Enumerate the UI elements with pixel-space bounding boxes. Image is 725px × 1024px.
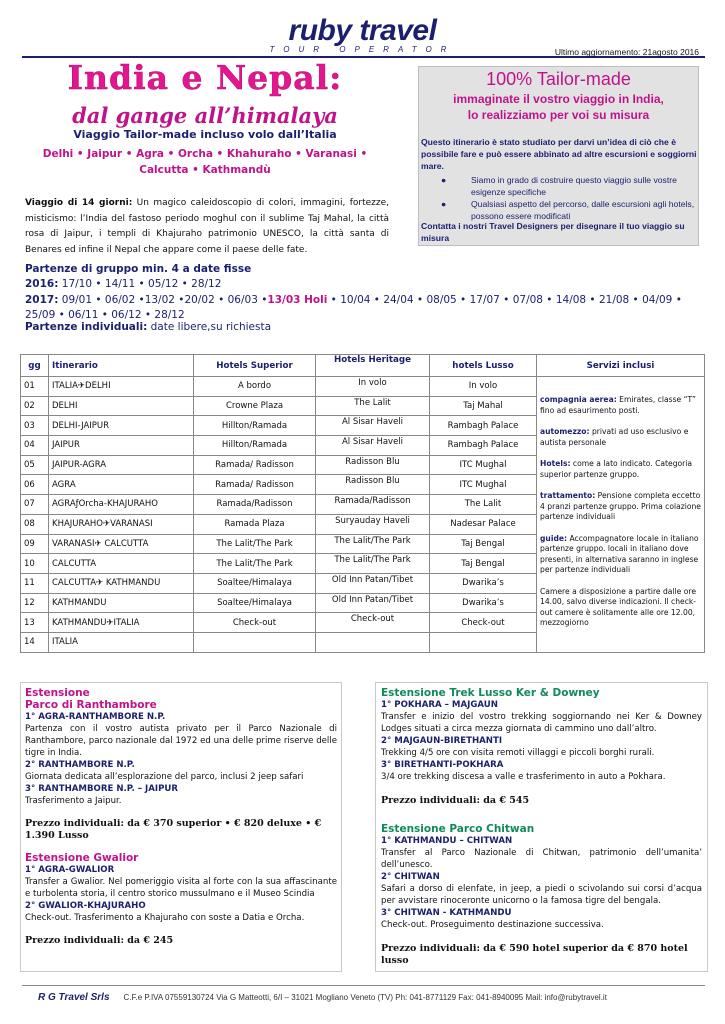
hotel-lusso-cell: In volo (430, 377, 537, 397)
ext-day-text: Check-out. Proseguimento destinazione successiva. (381, 920, 604, 930)
itinerary-cell: KHAJURAHO✈VARANASI (49, 514, 194, 534)
footer-company: R G Travel Srls (38, 992, 110, 1003)
hotel-heritage-cell: Old Inn Patan/Tibet (316, 593, 430, 613)
table-row (21, 377, 705, 397)
hotel-lusso-cell: Dwarika’s (430, 573, 537, 593)
hotel-superior-cell: The Lalit/The Park (194, 554, 316, 574)
ext-price: Prezzo individuali: da € 245 (25, 935, 174, 946)
dates-2016: 17/10 • 14/11 • 05/12 • 28/12 (58, 278, 222, 290)
hotel-superior-cell: The Lalit/The Park (194, 534, 316, 554)
holi-date: 13/03 Holi (267, 294, 328, 306)
hotel-heritage-cell: In volo (316, 377, 430, 397)
hotel-heritage-cell: The Lalit/The Park (316, 534, 430, 554)
ext-heading: Estensione Gwalior (25, 852, 139, 864)
itinerary-cell: KATHMANDU✈ITALIA (49, 613, 194, 633)
logo-brand-name: ruby travel (288, 14, 437, 47)
service-text: Accompagnatore locale in italiano partenze gruppo. locali in italiano dove presenti, in alternativa saranno in inglese per partenze individuali (540, 533, 699, 574)
service-label: automezzo: (540, 427, 590, 436)
header-heritage: Hotels Heritage (316, 355, 430, 377)
day-number: 01 (21, 377, 49, 397)
tailor-heading: 100% Tailor-made (486, 69, 631, 89)
itinerary-cell: KATHMANDU (49, 593, 194, 613)
ext-day: 2° RANTHAMBORE N.P. (25, 760, 135, 770)
header-superior: Hotels Superior (194, 355, 316, 377)
day-number: 13 (21, 613, 49, 633)
hotel-superior-cell: Ramada/ Radisson (194, 455, 316, 475)
service-item (540, 534, 701, 576)
itinerary-cell: CALCUTTA✈ KATHMANDU (49, 573, 194, 593)
day-number: 10 (21, 554, 49, 574)
hotel-heritage-cell: Al Sisar Haveli (316, 416, 430, 436)
hotel-heritage-cell: The Lalit (316, 396, 430, 416)
page-title: India e Nepal: (67, 58, 343, 97)
hotel-heritage-cell: Ramada/Radisson (316, 495, 430, 515)
ext-day: 3° CHITWAN - KATHMANDU (381, 908, 512, 918)
hotel-lusso-cell: The Lalit (430, 495, 537, 515)
itinerary-cell: CALCUTTA (49, 554, 194, 574)
day-number: 07 (21, 495, 49, 515)
hotel-lusso-cell: Nadesar Palace (430, 514, 537, 534)
itinerary-cell: ITALIA✈DELHI (49, 377, 194, 397)
ext-day-text: Trasferimento a Jaipur. (25, 796, 122, 806)
table-header-row (21, 355, 705, 377)
hotel-lusso-cell: Taj Bengal (430, 554, 537, 574)
ext-heading: Estensione Parco Chitwan (381, 823, 535, 835)
ext-day-text: Transfer al Parco Nazionale di Chitwan, patrimonio dell’umanita’ dell’unesco. (381, 848, 702, 870)
header-servizi: Servizi inclusi (537, 355, 705, 377)
hotel-heritage-cell: Check-out (316, 613, 430, 633)
hotel-lusso-cell: ITC Mughal (430, 475, 537, 495)
tailor-made-box (418, 66, 699, 246)
ext-day-text: Transfer e inizio del vostro trekking soggiornando nei Ker & Downey Lodges situati a circa mezza giornata di cammino uno dall’altro. (381, 712, 702, 734)
itinerary-cell: JAIPUR-AGRA (49, 455, 194, 475)
header-gg: gg (21, 355, 49, 377)
hotel-superior-cell: Soaltee/Himalaya (194, 573, 316, 593)
ext-day-text: 3/4 ore trekking discesa a valle e trasferimento in auto a Pokhara. (381, 772, 666, 782)
itinerary-cell: VARANASI✈ CALCUTTA (49, 534, 194, 554)
service-item (540, 491, 701, 523)
hotel-superior-cell (194, 632, 316, 652)
hotel-lusso-cell: Dwarika’s (430, 593, 537, 613)
service-item (540, 459, 701, 480)
itinerary-cell: DELHI-JAIPUR (49, 416, 194, 436)
cities-line-1: Delhi • Jaipur • Agra • Orcha • Khahuraho • Varanasi • (42, 148, 368, 160)
ext-price: Prezzo individuali: da € 590 hotel superior da € 870 hotel lusso (381, 943, 688, 966)
service-item (540, 427, 701, 448)
day-number: 08 (21, 514, 49, 534)
day-number: 02 (21, 396, 49, 416)
ext-heading: Estensione Trek Lusso Ker & Downey (381, 687, 600, 699)
page-subtitle: dal gange all’himalaya (72, 103, 338, 128)
individual-label: Partenze individuali: (25, 321, 148, 333)
service-item (540, 587, 701, 629)
departures-2016 (25, 278, 221, 290)
ext-subheading: Parco di Ranthambore (25, 699, 157, 711)
hotel-lusso-cell: Check-out (430, 613, 537, 633)
cities-list (20, 146, 390, 178)
ext-day: 3° RANTHAMBORE N.P. – JAIPUR (25, 784, 178, 794)
day-number: 09 (21, 534, 49, 554)
dates-2017-a: 09/01 • 06/02 •13/02 •20/02 • 06/03 • (58, 294, 268, 306)
hotel-superior-cell: A bordo (194, 377, 316, 397)
service-label: guide: (540, 533, 568, 543)
day-number: 05 (21, 455, 49, 475)
ext-day-text: Safari a dorso di elenfate, in jeep, a piedi o scivolando sui corsi d’acqua per avvistare rinoceronte unicorno o la famosa tigre del bengala. (381, 884, 702, 906)
ext-day: 2° MAJGAUN-BIRETHANTI (381, 736, 503, 746)
day-number: 04 (21, 436, 49, 456)
service-text: come a lato indicato. Categoria superior partenze gruppo. (540, 459, 693, 479)
hotel-heritage-cell: Al Sisar Haveli (316, 436, 430, 456)
tailor-contact: Contatta i nostri Travel Designers per disegnare il tuo viaggio su misura (421, 221, 685, 243)
ext-day-text: Check-out. Trasferimento a Khajuraho con soste a Datia e Orcha. (25, 913, 305, 923)
cities-line-2: Calcutta • Kathmandù (139, 164, 271, 176)
service-text: Camere a disposizione a partire dalle ore 14.00, salvo diverse indicazioni. Il check-out camere è solitamente alle ore 12.00, mezzogiorno (540, 586, 697, 627)
ext-day-text: Giornata dedicata all’esplorazione del parco, inclusi 2 jeep safari (25, 772, 304, 782)
ext-price: Prezzo individuali: da € 370 superior • € 820 deluxe • € 1.390 Lusso (25, 818, 322, 841)
tailor-sub-1: immaginate il vostro viaggio in India, (453, 92, 664, 106)
itinerary-cell: ITALIA (49, 632, 194, 652)
itinerary-cell: AGRAƒOrcha-KHAJURAHO (49, 495, 194, 515)
hotel-heritage-cell: Old Inn Patan/Tibet (316, 573, 430, 593)
hotel-lusso-cell: Rambagh Palace (430, 416, 537, 436)
services-included-cell (537, 377, 705, 653)
tailor-bullets (419, 174, 695, 222)
hotel-lusso-cell: Taj Bengal (430, 534, 537, 554)
footer (38, 992, 607, 1003)
hotel-heritage-cell (316, 632, 430, 652)
bullet-icon: ● (441, 199, 447, 209)
ext-price: Prezzo individuali: da € 545 (381, 795, 530, 806)
hotel-superior-cell: Crowne Plaza (194, 396, 316, 416)
header-itinerario: Itinerario (49, 355, 194, 377)
hotel-superior-cell: Ramada/Radisson (194, 495, 316, 515)
hotel-lusso-cell: Rambagh Palace (430, 436, 537, 456)
ext-day: 2° GWALIOR-KHAJURAHO (25, 901, 146, 911)
bullet-icon: ● (441, 175, 447, 185)
logo-tagline: TOUR OPERATOR (269, 45, 456, 54)
ext-day: 1° KATHMANDU – CHITWAN (381, 836, 513, 846)
day-number: 14 (21, 632, 49, 652)
hotel-heritage-cell: The Lalit/The Park (316, 554, 430, 574)
hotel-lusso-cell: Taj Mahal (430, 396, 537, 416)
itinerary-cell: DELHI (49, 396, 194, 416)
group-departures-heading: Partenze di gruppo min. 4 a date fisse (25, 263, 252, 275)
hotel-superior-cell: Check-out (194, 613, 316, 633)
ext-day-text: Trekking 4/5 ore con visita remoti villaggi e piccoli borghi rurali. (381, 748, 655, 758)
year-label: 2016: (25, 278, 59, 290)
itinerary-cell: JAIPUR (49, 436, 194, 456)
extension-ranthambore-gwalior (20, 682, 342, 972)
hotel-superior-cell: Ramada/ Radisson (194, 475, 316, 495)
trip-type-line: Viaggio Tailor-made incluso volo dall’Italia (73, 128, 337, 141)
ext-day: 2° CHITWAN (381, 872, 440, 882)
service-text: privati ad uso esclusivo e autista personale (540, 427, 689, 447)
hotel-superior-cell: Hillton/Ramada (194, 416, 316, 436)
itinerary-table (20, 354, 705, 653)
hotel-heritage-cell: Suryauday Haveli (316, 514, 430, 534)
header-lusso: hotels Lusso (430, 355, 537, 377)
intro-text: Un magico caleidoscopio di colori, immagini, fortezze, misticismo: l’India del fastoso periodo moghul con il sublime Taj Mahal, la città rosa di Jaipur, i templi di Khajuraho patrimonio UNESCO, la città santa di Benares ed infine il Nepal che appare come il paese delle fate. (25, 198, 389, 255)
hotel-superior-cell: Ramada Plaza (194, 514, 316, 534)
footer-details: C.F.e P.IVA 07559130724 Via G Matteotti, 6/I – 31021 Mogliano Veneto (TV) Ph: 041-8771129 Fax: 041-8940095 Mail: info@rubytravel.it (123, 993, 607, 1002)
day-number: 06 (21, 475, 49, 495)
tailor-bullet (419, 198, 695, 222)
ext-day: 1° POKHARA – MAJGAUN (381, 700, 498, 710)
ext-day: 3° BIRETHANTI-POKHARA (381, 760, 504, 770)
day-number: 11 (21, 573, 49, 593)
day-number: 03 (21, 416, 49, 436)
itinerary-cell: AGRA (49, 475, 194, 495)
tailor-sub-2: lo realizziamo per voi su misura (467, 108, 650, 122)
service-label: Hotels: (540, 459, 571, 468)
hotel-lusso-cell: ITC Mughal (430, 455, 537, 475)
extension-trek-chitwan (375, 682, 708, 972)
last-updated-text: Ultimo aggiornamento: 21agosto 2016 (554, 47, 699, 57)
service-item (540, 395, 701, 416)
ext-heading: Estensione (25, 687, 90, 699)
intro-lead: Viaggio di 14 giorni: (25, 198, 133, 208)
hotel-superior-cell: Soaltee/Himalaya (194, 593, 316, 613)
ext-day-text: Partenza con il vostro autista privato per il Parco Nazionale di Ranthambore, parco nazionale dal 1972 ed una delle prime riserve delle tigre in India. (25, 724, 337, 758)
service-label: trattamento: (540, 491, 596, 500)
year-label: 2017: (25, 294, 59, 306)
tailor-bullet-text: Qualsiasi aspetto del percorso, dalle escursioni agli hotels, possono essere modificati (471, 199, 695, 221)
service-label: compagnia aerea: (540, 395, 617, 404)
individual-text: date libere,su richiesta (147, 321, 272, 333)
footer-divider (22, 985, 705, 986)
hotel-heritage-cell: Radisson Blu (316, 475, 430, 495)
hotel-heritage-cell: Radisson Blu (316, 455, 430, 475)
tailor-bullet-text: Siamo in grado di costruire questo viaggio sulle vostre esigenze specifiche (471, 175, 677, 197)
departures-2017 (25, 293, 715, 323)
hotel-superior-cell: Hillton/Ramada (194, 436, 316, 456)
ext-day-text: Transfer a Gwalior. Nel pomeriggio visita al forte con la sua affascinante e turbolenta storia, il centro storico mussulmano e il Museo Scindia (25, 877, 337, 899)
service-text: Pensione completa eccetto 4 pranzi partenze gruppo. Prima colazione partenze individuali (540, 491, 701, 521)
dates-2017-b: • 10/04 • 24/04 • 08/05 • 17/07 • 07/08 • 14/08 • 21/08 • 04/09 • 25/09 • 06/11 • 06/12 • 28/12 (25, 294, 682, 321)
ext-day: 1° AGRA-RANTHAMBORE N.P. (25, 712, 166, 722)
hotel-lusso-cell (430, 632, 537, 652)
day-number: 12 (21, 593, 49, 613)
intro-paragraph (25, 196, 389, 258)
tailor-bullet (419, 174, 695, 198)
service-text: Emirates, classe “T” fino ad esaurimento posti. (540, 395, 696, 415)
individual-departures (25, 321, 271, 333)
ext-day: 1° AGRA-GWALIOR (25, 865, 115, 875)
tailor-paragraph: Questo itinerario è stato studiato per darvi un’idea di ciò che è possibile fare e può essere abbinato ad altre escursioni e soggiorni mare. (421, 137, 697, 171)
